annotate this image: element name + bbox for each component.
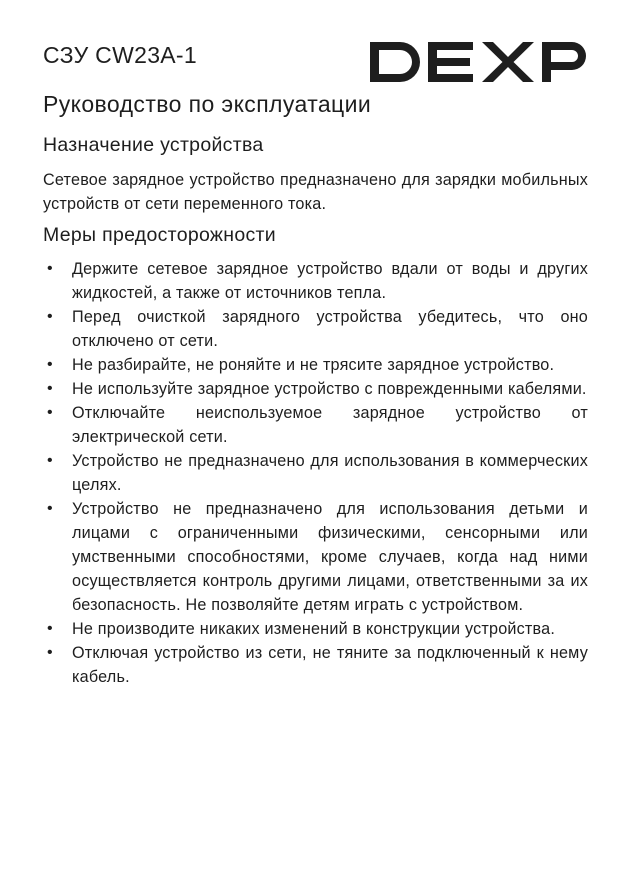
bullet-icon: • xyxy=(47,452,53,469)
precaution-item xyxy=(43,377,588,401)
precaution-item xyxy=(43,257,588,305)
bullet-icon: • xyxy=(47,620,53,637)
purpose-heading: Назначение устройства xyxy=(43,134,264,156)
precaution-text: Не используйте зарядное устройство с поврежденными кабелями. xyxy=(72,380,587,398)
precautions-heading: Меры предосторожности xyxy=(43,224,276,246)
document-title: Руководство по эксплуатации xyxy=(43,91,372,117)
precaution-text: Устройство не предназначено для использования в коммерческих целях. xyxy=(72,452,588,494)
precaution-text: Не разбирайте, не роняйте и не трясите зарядное устройство. xyxy=(72,356,555,374)
bullet-icon: • xyxy=(47,380,53,397)
bullet-icon: • xyxy=(47,500,53,517)
precaution-text: Не производите никаких изменений в конструкции устройства. xyxy=(72,620,556,638)
precaution-item xyxy=(43,305,588,353)
bullet-icon: • xyxy=(47,404,53,421)
bullet-icon: • xyxy=(47,356,53,373)
precaution-text: Отключая устройство из сети, не тяните за подключенный к нему кабель. xyxy=(72,644,588,686)
bullet-icon: • xyxy=(47,644,53,661)
precaution-item xyxy=(43,401,588,449)
precaution-item xyxy=(43,353,588,377)
dexp-logo xyxy=(370,42,588,82)
precaution-item xyxy=(43,497,588,617)
bullet-icon: • xyxy=(47,308,53,325)
model-name: СЗУ CW23A-1 xyxy=(43,42,197,68)
precaution-text: Устройство не предназначено для использования детьми и лицами с ограниченными физическими, сенсорными или умственными способностями, кроме случаев, когда над ними осуществляется контроль другими лицами, ответственными за их безопасность. Не позволяйте детям играть с устройством. xyxy=(72,500,588,614)
precaution-item xyxy=(43,617,588,641)
precaution-text: Отключайте неиспользуемое зарядное устройство от электрической сети. xyxy=(72,404,588,446)
dexp-logo-letters xyxy=(370,42,586,82)
precaution-text: Перед очисткой зарядного устройства убедитесь, что оно отключено от сети. xyxy=(72,308,588,350)
precaution-item xyxy=(43,641,588,689)
purpose-paragraph: Сетевое зарядное устройство предназначено для зарядки мобильных устройств от сети переменного тока. xyxy=(43,171,588,213)
bullet-icon: • xyxy=(47,260,53,277)
precaution-item xyxy=(43,449,588,497)
precaution-text: Держите сетевое зарядное устройство вдали от воды и других жидкостей, а также от источников тепла. xyxy=(72,260,588,302)
precautions-list xyxy=(43,257,588,689)
